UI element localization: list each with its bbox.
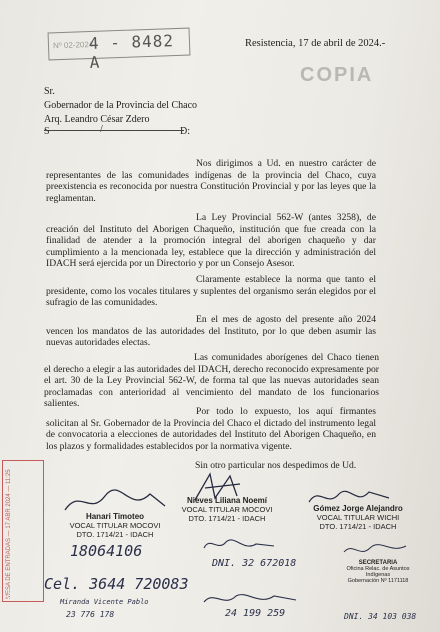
addressee-s: S [44,126,50,137]
signatory-id-1: DTO. 1714/21 - IDACH [76,530,154,539]
stamp-number: 4 - 8482 A [88,31,175,73]
addressee-title: Gobernador de la Provincia del Chaco [44,100,198,111]
handwritten-phone: Cel. 3644 720083 [44,575,189,593]
handwritten-name: Miranda Vicente Pablo [60,598,149,606]
secretaria-line-3: Gobernación Nº 1171118 [347,578,409,584]
handwritten-dni-3: DNI. 34 103 038 [344,612,417,621]
reception-stamp [2,460,44,602]
stamp-prefix: Nº 02-2024 [52,39,94,51]
addressee-name: Arq. Leandro César Zdero [44,114,150,125]
handwritten-scribble-4 [200,532,280,556]
reception-stamp-text: MESA DE ENTRADAS — 17 ABR 2024 — 11:25 [6,469,12,599]
signatory-name-1: Hanari Timoteo [85,512,145,521]
handwritten-number-4: 24 199 259 [225,608,286,619]
signature-block-2 [172,496,282,523]
addressee-underline [44,130,184,131]
signatory-id-2: DTO. 1714/21 - IDACH [188,514,266,523]
handwritten-dni-1: 18064106 [70,542,143,560]
signatory-role-2: VOCAL TITULAR MOCOVI [181,505,273,514]
paragraph-4: En el mes de agosto del presente año 2024 vencen los mandatos de las autoridades del Instituto, por lo que deben asumir las nuevas autoridades electas. [46,314,376,349]
signatory-role-1: VOCAL TITULAR MOCOVI [69,521,161,530]
signature-block-3 [298,504,418,531]
paragraph-1: Nos dirigimos a Ud. en nuestro carácter de representantes de las comunidades indígenas de la provincia del Chaco, cuya preexistencia es reconocida por nuestra Constitución Provincial y por las leyes que la reglamentan. [46,158,376,204]
signature-block-1 [60,512,170,539]
corner-mark: I-C☆ [0,591,25,603]
secretaria-line-2: Oficina Relac. de Asuntos Indígenas [346,566,410,578]
handwritten-number-5: 23 776 178 [66,610,115,619]
addressee-slash: / [100,124,103,135]
handwritten-scribble-5 [200,588,300,610]
paragraph-2: La Ley Provincial 562-W (antes 3258), de creación del Instituto del Aborigen Chaqueño, institución que fue creada con la finalidad de atender a la promoción integral del aborigen chaqueño y dar cumplimiento a la mencionada ley, establece que la dirección y administración del IDACH será ejercida por un Directorio y por un Consejo Asesor. [46,212,376,270]
paragraph-3: Claramente establece la norma que tanto el presidente, como los vocales titulares y suplentes del organismo serán elegidos por el sufragio de las comunidades. [46,274,376,309]
signatory-name-3: Gómez Jorge Alejandro [313,504,403,513]
paragraph-5: Las comunidades aborígenes del Chaco tienen el derecho a elegir a las autoridades del IDACH, derecho reconocido expresamente por el art. 30 de la Ley Provincial 562-W, de forma tal que las nuevas autoridades sean proclamadas con anterioridad al vencimiento del mandato de los funcionarios salientes. [44,352,379,410]
signatory-id-3: DTO. 1714/21 - IDACH [319,522,397,531]
closing-line: Sin otro particular nos despedimos de Ud. [195,460,357,471]
handwritten-dni-2: DNI. 32 672018 [212,558,297,569]
addressee-d: D: [180,126,190,137]
copy-watermark: COPIA [300,64,374,86]
secretaria-stamp [338,560,418,584]
paragraph-6: Por todo lo expuesto, los aquí firmantes solicitan al Sr. Gobernador de la Provincia del Chaco el dictado del instrumento legal de convocatoria a elecciones de autoridades del Instituto del Aborigen Chaqueño, en los plazos y formalidades establecidos por la normativa vigente. [46,406,376,452]
secretaria-scribble [340,540,410,560]
secretaria-line-1: SECRETARIA [358,560,398,566]
registration-stamp [48,28,191,73]
signatory-role-3: VOCAL TITULAR WICHI [316,513,400,522]
addressee-salutation: Sr. [44,86,55,97]
signatory-name-2: Nieves Liliana Noemí [186,496,268,505]
date-line: Resistencia, 17 de abril de 2024.- [245,38,386,49]
